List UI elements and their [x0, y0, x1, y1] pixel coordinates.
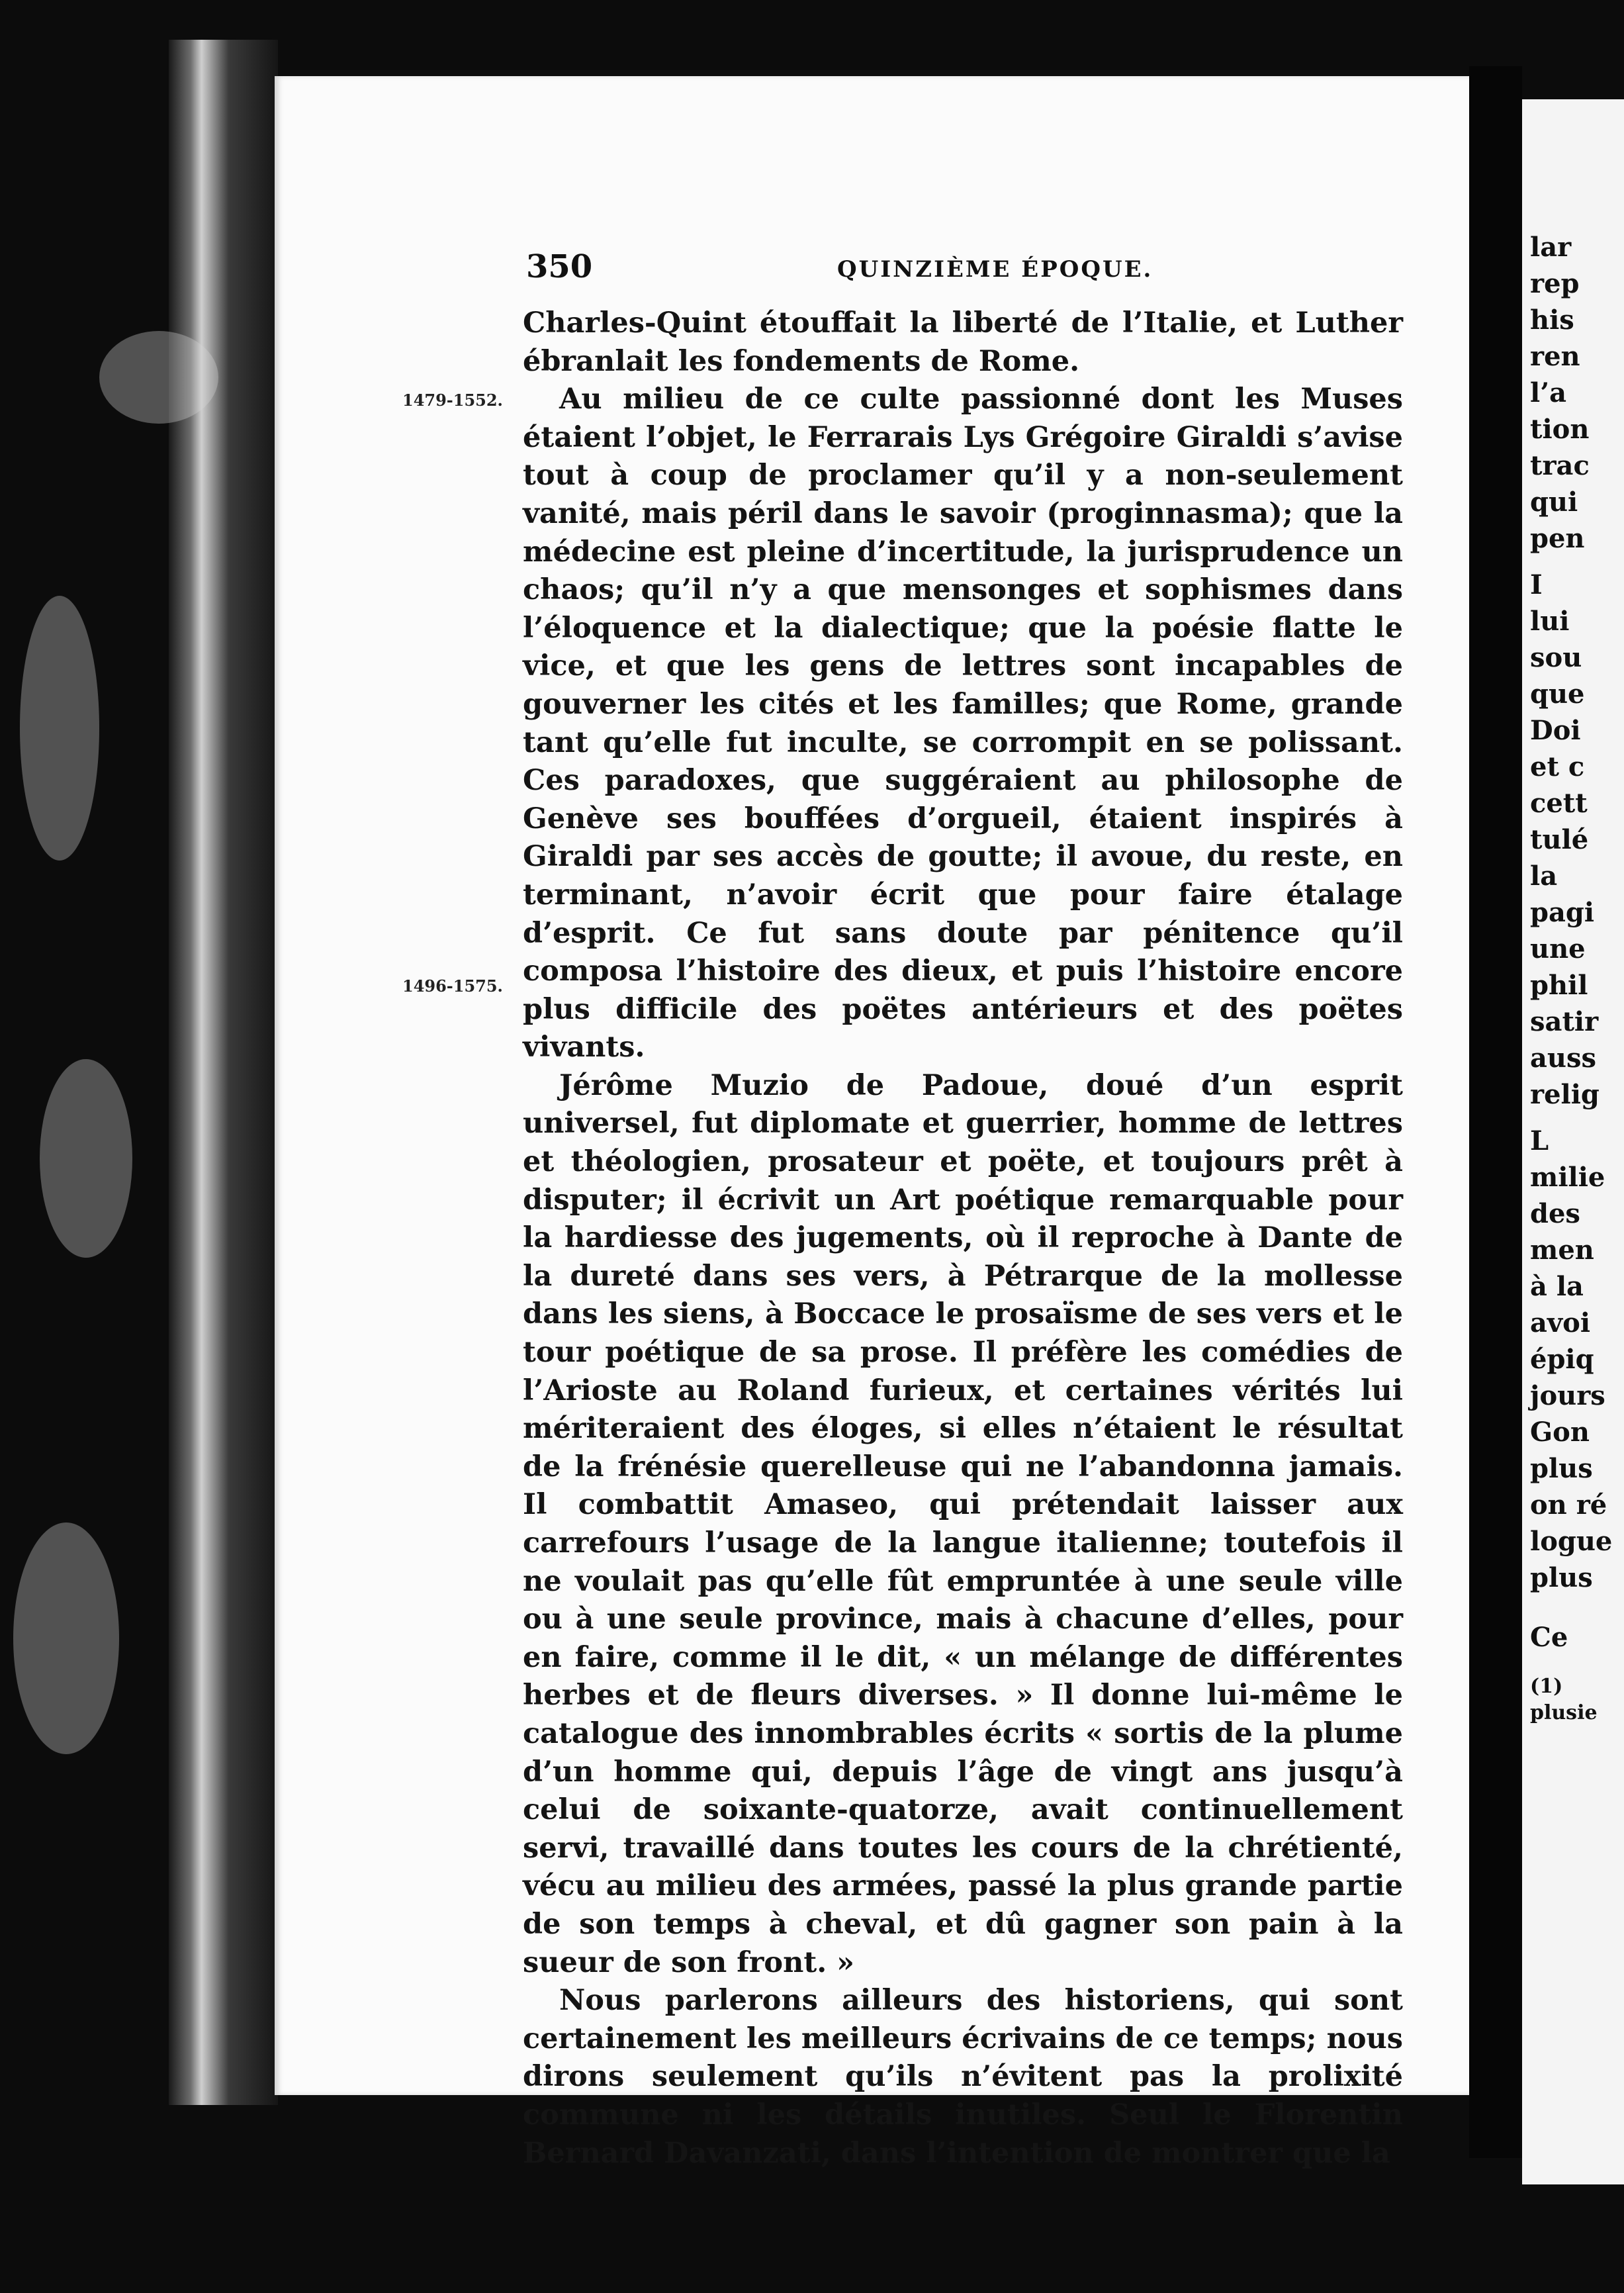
adjacent-page-fragment: lui	[1530, 606, 1570, 637]
adjacent-page-fragment: plus	[1530, 1453, 1593, 1484]
paragraph: Nous parlerons ailleurs des historiens, qui sont certainement les meilleurs écrivains de ce temps; nous dirons seulement qu’ils n’évitent pas la prolixité commune ni les détails inutiles. Seul le Florentin Bernard Davanzati, dans l’intention de montrer que la	[523, 1984, 1403, 2170]
paragraph: Charles-Quint étouffait la liberté de l’Italie, et Luther ébranlait les fondements de Rome.	[523, 306, 1403, 378]
adjacent-page-fragment: L	[1530, 1125, 1549, 1156]
adjacent-page-fragment: épiq	[1530, 1344, 1594, 1375]
scan-speckle	[40, 1059, 132, 1258]
adjacent-page-edge	[1522, 99, 1624, 2184]
adjacent-page-fragment: pagi	[1530, 897, 1595, 928]
adjacent-page-fragment: tulé	[1530, 824, 1589, 855]
adjacent-page-fragment: his	[1530, 304, 1574, 336]
adjacent-page-fragment: I	[1530, 569, 1543, 600]
adjacent-page-fragment: trac	[1530, 450, 1590, 481]
paragraph: Jérôme Muzio de Padoue, doué d’un esprit universel, fut diplomate et guerrier, homme de lettres et théologien, prosateur et poëte, et toujours prêt à disputer; il écrivit un Art poétique remarquable pour la hardiesse des jugements, où il reproche à Dante de la dureté dans ses vers, à Pétrarque de la mollesse dans les siens, à Boccace le prosaïsme de ses vers et le tour poétique de sa prose. Il préfère les comédies de l’Arioste au Roland furieux, et certaines vérités lui mériteraient des éloges, si elles n’étaient le résultat de la frénésie querelleuse qui ne l’abandonna jamais. Il combattit Amaseo, qui prétendait laisser aux carrefours l’usage de la langue italienne; toutefois il ne voulait pas qu’elle fût empruntée à une seule ville ou à une seule province, mais à chacune d’elles, pour en faire, comme il le dit, « un mélange de différentes herbes et de fleurs diverses. » Il donne lui-même le catalogue des innombrables écrits « sortis de la plume d’un homme qui, depuis l’âge de vingt ans jusqu’à celui de soixante-quatorze, avait continuellement servi, travaillé dans toutes les cours de la chrétienté, vécu au milieu des armées, passé la plus grande partie de son temps à cheval, et dû gagner son pain à la sueur de son front. »	[523, 1068, 1403, 1979]
adjacent-page-fragment: l’a	[1530, 377, 1567, 408]
adjacent-page-fragment: sou	[1530, 642, 1582, 673]
paragraph: Au milieu de ce culte passionné dont les Muses étaient l’objet, le Ferrarais Lys Grégoire Giraldi s’avise tout à coup de proclamer qu’il y a non-seulement vanité, mais péril dans le savoir (proginnasma); que la médecine est pleine d’incertitude, la jurisprudence un chaos; qu’il n’y a que mensonges et sophismes dans l’éloquence et la dialectique; que la poésie flatte le vice, et que les gens de lettres sont incapables de gouverner les cités et les familles; que Rome, grande tant qu’elle fut inculte, se corrompit en se polissant. Ces paradoxes, que suggéraient au philosophe de Genève ses bouffées d’orgueil, étaient inspirés à Giraldi par ses accès de goutte; il avoue, du reste, en terminant, n’avoir écrit que pour faire étalage d’esprit. Ce fut sans doute par pénitence qu’il composa l’histoire des dieux, et puis l’histoire encore plus difficile des poëtes antérieurs et des poëtes vivants.	[523, 383, 1403, 1064]
adjacent-page-fragment: satir	[1530, 1006, 1599, 1037]
adjacent-page-fragment: Doi	[1530, 715, 1581, 746]
adjacent-page-fragment: relig	[1530, 1079, 1600, 1110]
adjacent-page-fragment: à la	[1530, 1271, 1584, 1302]
margin-date-note: 1496-1575.	[402, 976, 503, 996]
margin-date-note: 1479-1552.	[402, 391, 503, 410]
adjacent-page-fragment: (1)	[1530, 1675, 1563, 1698]
body-text	[523, 304, 1403, 2173]
page-header	[526, 248, 1406, 288]
adjacent-page-fragment: plusie	[1530, 1701, 1598, 1724]
adjacent-page-fragment: qui	[1530, 487, 1578, 518]
adjacent-page-fragment: jours	[1530, 1380, 1605, 1411]
adjacent-page-fragment: milie	[1530, 1162, 1605, 1193]
adjacent-page-fragment: ren	[1530, 341, 1580, 372]
scan-speckle	[20, 596, 99, 861]
adjacent-page-fragment: on ré	[1530, 1489, 1607, 1521]
adjacent-page-fragment: des	[1530, 1198, 1580, 1229]
book-binding-shadow	[1469, 66, 1522, 2158]
adjacent-page-fragment: avoi	[1530, 1307, 1591, 1338]
adjacent-page-fragment: Ce	[1530, 1622, 1568, 1653]
scan-speckle	[13, 1522, 119, 1754]
adjacent-page-fragment: une	[1530, 933, 1586, 964]
adjacent-page-fragment: que	[1530, 679, 1585, 710]
page-number: 350	[526, 248, 593, 285]
adjacent-page-fragment: lar	[1530, 232, 1572, 263]
adjacent-page-fragment: phil	[1530, 970, 1588, 1001]
adjacent-page-fragment: plus	[1530, 1562, 1593, 1593]
adjacent-page-fragment: tion	[1530, 414, 1590, 445]
scan-speckle	[99, 331, 218, 424]
running-head: QUINZIÈME ÉPOQUE.	[837, 256, 1153, 283]
adjacent-page-fragment: et c	[1530, 751, 1585, 782]
adjacent-page-fragment: cett	[1530, 788, 1588, 819]
adjacent-page-fragment: auss	[1530, 1043, 1597, 1074]
adjacent-page-fragment: logue	[1530, 1526, 1613, 1557]
adjacent-page-fragment: men	[1530, 1235, 1594, 1266]
adjacent-page-fragment: la	[1530, 861, 1558, 892]
adjacent-page-fragment: pen	[1530, 523, 1585, 554]
adjacent-page-fragment: Gon	[1530, 1417, 1590, 1448]
adjacent-page-fragment: rep	[1530, 268, 1580, 299]
